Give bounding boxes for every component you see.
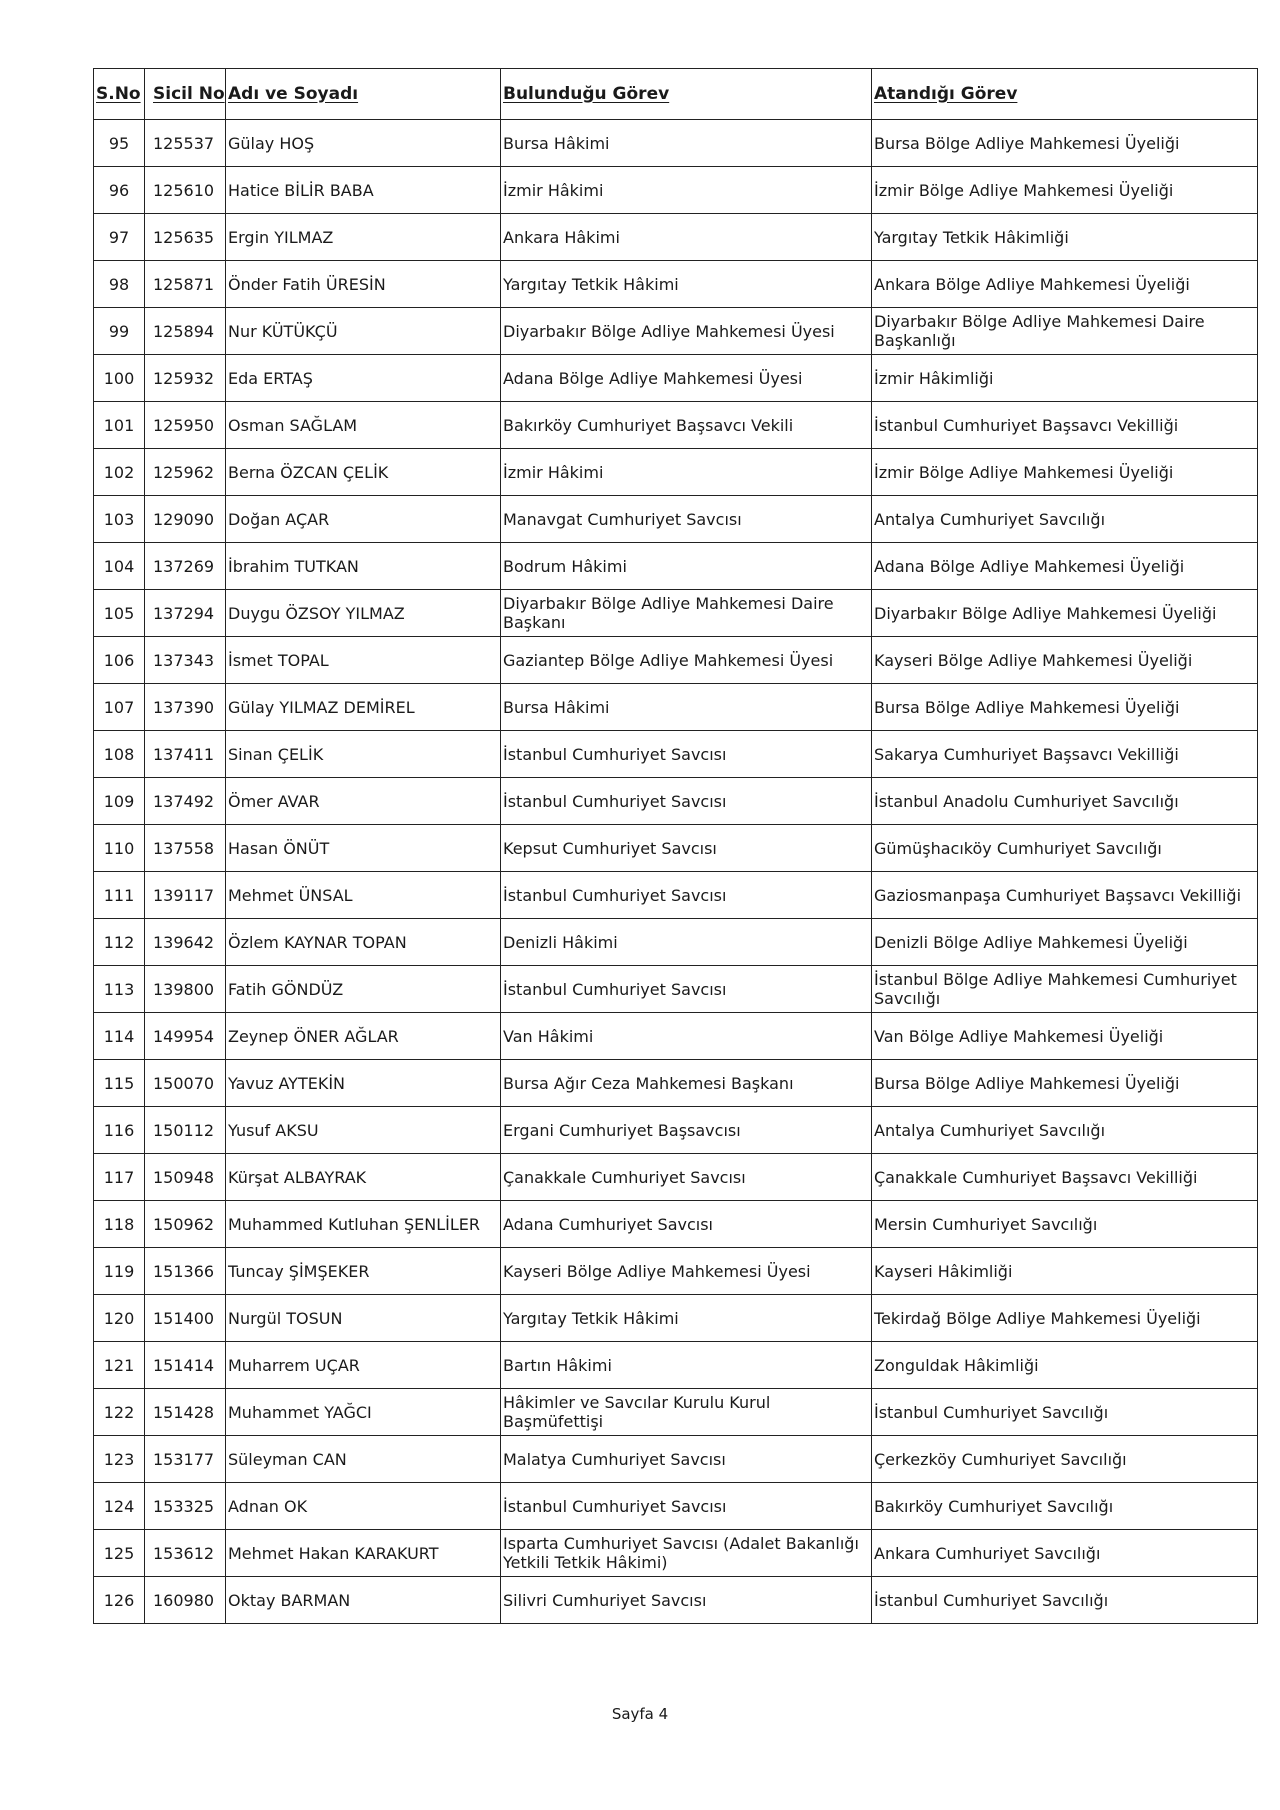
cell-name: Doğan AÇAR (226, 496, 501, 543)
cell-name: Oktay BARMAN (226, 1577, 501, 1624)
cell-sicil-no: 153177 (145, 1436, 226, 1483)
cell-sicil-no: 150112 (145, 1107, 226, 1154)
table-row (94, 308, 1258, 355)
cell-assigned-position: Gümüşhacıköy Cumhuriyet Savcılığı (872, 825, 1258, 872)
cell-assigned-position: Kayseri Hâkimliği (872, 1248, 1258, 1295)
cell-assigned-position: İstanbul Cumhuriyet Savcılığı (872, 1389, 1258, 1436)
table-row (94, 1483, 1258, 1530)
cell-assigned-position: İstanbul Cumhuriyet Başsavcı Vekilliği (872, 402, 1258, 449)
cell-assigned-position: Diyarbakır Bölge Adliye Mahkemesi Üyeliği (872, 590, 1258, 637)
cell-assigned-position: Bursa Bölge Adliye Mahkemesi Üyeliği (872, 684, 1258, 731)
cell-current-position: İstanbul Cumhuriyet Savcısı (501, 966, 872, 1013)
cell-name: İsmet TOPAL (226, 637, 501, 684)
cell-sno: 101 (94, 402, 145, 449)
cell-current-position: İstanbul Cumhuriyet Savcısı (501, 872, 872, 919)
cell-assigned-position: Antalya Cumhuriyet Savcılığı (872, 1107, 1258, 1154)
cell-sno: 122 (94, 1389, 145, 1436)
cell-sicil-no: 153325 (145, 1483, 226, 1530)
cell-current-position: Ergani Cumhuriyet Başsavcısı (501, 1107, 872, 1154)
table-row (94, 872, 1258, 919)
cell-sno: 96 (94, 167, 145, 214)
cell-current-position: Adana Cumhuriyet Savcısı (501, 1201, 872, 1248)
cell-sno: 113 (94, 966, 145, 1013)
cell-sicil-no: 129090 (145, 496, 226, 543)
cell-sicil-no: 125635 (145, 214, 226, 261)
cell-name: Ergin YILMAZ (226, 214, 501, 261)
cell-sicil-no: 137294 (145, 590, 226, 637)
cell-assigned-position: Sakarya Cumhuriyet Başsavcı Vekilliği (872, 731, 1258, 778)
cell-name: Özlem KAYNAR TOPAN (226, 919, 501, 966)
table-row (94, 919, 1258, 966)
header-assigned-position: Atandığı Görev (872, 69, 1258, 120)
cell-name: Muhammet YAĞCI (226, 1389, 501, 1436)
cell-name: Muharrem UÇAR (226, 1342, 501, 1389)
cell-sicil-no: 160980 (145, 1577, 226, 1624)
cell-name: Gülay HOŞ (226, 120, 501, 167)
cell-sno: 106 (94, 637, 145, 684)
cell-assigned-position: Çanakkale Cumhuriyet Başsavcı Vekilliği (872, 1154, 1258, 1201)
header-name: Adı ve Soyadı (226, 69, 501, 120)
cell-sicil-no: 125950 (145, 402, 226, 449)
cell-current-position: İstanbul Cumhuriyet Savcısı (501, 1483, 872, 1530)
cell-sno: 111 (94, 872, 145, 919)
cell-name: Osman SAĞLAM (226, 402, 501, 449)
cell-sno: 126 (94, 1577, 145, 1624)
cell-sno: 99 (94, 308, 145, 355)
cell-name: Zeynep ÖNER AĞLAR (226, 1013, 501, 1060)
cell-sicil-no: 150948 (145, 1154, 226, 1201)
cell-name: Adnan OK (226, 1483, 501, 1530)
cell-current-position: Manavgat Cumhuriyet Savcısı (501, 496, 872, 543)
cell-sicil-no: 151400 (145, 1295, 226, 1342)
cell-sno: 109 (94, 778, 145, 825)
cell-name: Kürşat ALBAYRAK (226, 1154, 501, 1201)
cell-current-position: İstanbul Cumhuriyet Savcısı (501, 778, 872, 825)
table-row (94, 402, 1258, 449)
cell-sno: 110 (94, 825, 145, 872)
cell-assigned-position: İzmir Bölge Adliye Mahkemesi Üyeliği (872, 167, 1258, 214)
cell-assigned-position: Bakırköy Cumhuriyet Savcılığı (872, 1483, 1258, 1530)
cell-sicil-no: 151428 (145, 1389, 226, 1436)
header-sno: S.No (94, 69, 145, 120)
page-number: Sayfa 4 (611, 1705, 669, 1723)
table-row (94, 1013, 1258, 1060)
table-row (94, 1342, 1258, 1389)
cell-sno: 116 (94, 1107, 145, 1154)
cell-current-position: Yargıtay Tetkik Hâkimi (501, 261, 872, 308)
cell-sicil-no: 125894 (145, 308, 226, 355)
cell-assigned-position: Bursa Bölge Adliye Mahkemesi Üyeliği (872, 120, 1258, 167)
cell-assigned-position: Mersin Cumhuriyet Savcılığı (872, 1201, 1258, 1248)
cell-sicil-no: 137343 (145, 637, 226, 684)
cell-assigned-position: İstanbul Cumhuriyet Savcılığı (872, 1577, 1258, 1624)
cell-current-position: Gaziantep Bölge Adliye Mahkemesi Üyesi (501, 637, 872, 684)
cell-sno: 97 (94, 214, 145, 261)
cell-name: Mehmet Hakan KARAKURT (226, 1530, 501, 1577)
table-row (94, 355, 1258, 402)
cell-current-position: İstanbul Cumhuriyet Savcısı (501, 731, 872, 778)
cell-sicil-no: 150070 (145, 1060, 226, 1107)
cell-name: Muhammed Kutluhan ŞENLİLER (226, 1201, 501, 1248)
table-body (94, 120, 1258, 1624)
cell-sno: 108 (94, 731, 145, 778)
cell-current-position: Diyarbakır Bölge Adliye Mahkemesi Daire Başkanı (501, 590, 872, 637)
cell-current-position: Isparta Cumhuriyet Savcısı (Adalet Bakanlığı Yetkili Tetkik Hâkimi) (501, 1530, 872, 1577)
cell-sno: 123 (94, 1436, 145, 1483)
cell-sno: 121 (94, 1342, 145, 1389)
cell-assigned-position: Ankara Bölge Adliye Mahkemesi Üyeliği (872, 261, 1258, 308)
cell-sno: 104 (94, 543, 145, 590)
cell-sicil-no: 151366 (145, 1248, 226, 1295)
cell-name: Yusuf AKSU (226, 1107, 501, 1154)
cell-sno: 107 (94, 684, 145, 731)
cell-name: Önder Fatih ÜRESİN (226, 261, 501, 308)
cell-assigned-position: İzmir Bölge Adliye Mahkemesi Üyeliği (872, 449, 1258, 496)
cell-sno: 120 (94, 1295, 145, 1342)
table-row (94, 496, 1258, 543)
cell-name: Ömer AVAR (226, 778, 501, 825)
cell-current-position: Hâkimler ve Savcılar Kurulu Kurul Başmüfettişi (501, 1389, 872, 1436)
cell-name: Eda ERTAŞ (226, 355, 501, 402)
cell-sno: 118 (94, 1201, 145, 1248)
table-row (94, 543, 1258, 590)
cell-assigned-position: İstanbul Bölge Adliye Mahkemesi Cumhuriyet Savcılığı (872, 966, 1258, 1013)
cell-sno: 125 (94, 1530, 145, 1577)
cell-current-position: Malatya Cumhuriyet Savcısı (501, 1436, 872, 1483)
cell-current-position: Kepsut Cumhuriyet Savcısı (501, 825, 872, 872)
cell-sicil-no: 125537 (145, 120, 226, 167)
table-row (94, 214, 1258, 261)
cell-current-position: Adana Bölge Adliye Mahkemesi Üyesi (501, 355, 872, 402)
cell-sno: 117 (94, 1154, 145, 1201)
table-row (94, 1107, 1258, 1154)
cell-assigned-position: Gaziosmanpaşa Cumhuriyet Başsavcı Vekilliği (872, 872, 1258, 919)
cell-sicil-no: 125962 (145, 449, 226, 496)
table-header-row (94, 69, 1258, 120)
cell-assigned-position: Tekirdağ Bölge Adliye Mahkemesi Üyeliği (872, 1295, 1258, 1342)
table-row (94, 637, 1258, 684)
table-row (94, 590, 1258, 637)
cell-current-position: Bursa Ağır Ceza Mahkemesi Başkanı (501, 1060, 872, 1107)
header-current-position: Bulunduğu Görev (501, 69, 872, 120)
cell-assigned-position: Yargıtay Tetkik Hâkimliği (872, 214, 1258, 261)
table-row (94, 1295, 1258, 1342)
assignment-table (93, 68, 1258, 1624)
cell-sno: 119 (94, 1248, 145, 1295)
cell-sno: 124 (94, 1483, 145, 1530)
cell-sicil-no: 137269 (145, 543, 226, 590)
cell-assigned-position: Bursa Bölge Adliye Mahkemesi Üyeliği (872, 1060, 1258, 1107)
cell-sicil-no: 150962 (145, 1201, 226, 1248)
table-row (94, 261, 1258, 308)
cell-sicil-no: 137390 (145, 684, 226, 731)
cell-current-position: Bursa Hâkimi (501, 120, 872, 167)
cell-current-position: Kayseri Bölge Adliye Mahkemesi Üyesi (501, 1248, 872, 1295)
table-row (94, 966, 1258, 1013)
cell-sicil-no: 137492 (145, 778, 226, 825)
cell-current-position: Çanakkale Cumhuriyet Savcısı (501, 1154, 872, 1201)
cell-name: Duygu ÖZSOY YILMAZ (226, 590, 501, 637)
cell-name: Yavuz AYTEKİN (226, 1060, 501, 1107)
cell-current-position: Bursa Hâkimi (501, 684, 872, 731)
cell-sno: 112 (94, 919, 145, 966)
table-row (94, 1248, 1258, 1295)
cell-sicil-no: 125932 (145, 355, 226, 402)
table-row (94, 778, 1258, 825)
cell-name: Berna ÖZCAN ÇELİK (226, 449, 501, 496)
cell-current-position: Van Hâkimi (501, 1013, 872, 1060)
cell-current-position: Bakırköy Cumhuriyet Başsavcı Vekili (501, 402, 872, 449)
cell-name: Hatice BİLİR BABA (226, 167, 501, 214)
cell-name: Fatih GÖNDÜZ (226, 966, 501, 1013)
cell-sicil-no: 139800 (145, 966, 226, 1013)
cell-current-position: Ankara Hâkimi (501, 214, 872, 261)
cell-current-position: Yargıtay Tetkik Hâkimi (501, 1295, 872, 1342)
cell-assigned-position: Kayseri Bölge Adliye Mahkemesi Üyeliği (872, 637, 1258, 684)
cell-name: Gülay YILMAZ DEMİREL (226, 684, 501, 731)
table-row (94, 1577, 1258, 1624)
cell-sicil-no: 137558 (145, 825, 226, 872)
cell-assigned-position: Çerkezköy Cumhuriyet Savcılığı (872, 1436, 1258, 1483)
cell-assigned-position: Zonguldak Hâkimliği (872, 1342, 1258, 1389)
cell-assigned-position: Adana Bölge Adliye Mahkemesi Üyeliği (872, 543, 1258, 590)
table-row (94, 1530, 1258, 1577)
cell-assigned-position: Van Bölge Adliye Mahkemesi Üyeliği (872, 1013, 1258, 1060)
cell-current-position: Bartın Hâkimi (501, 1342, 872, 1389)
cell-sicil-no: 153612 (145, 1530, 226, 1577)
cell-current-position: İzmir Hâkimi (501, 449, 872, 496)
cell-name: İbrahim TUTKAN (226, 543, 501, 590)
cell-name: Nurgül TOSUN (226, 1295, 501, 1342)
cell-sicil-no: 125610 (145, 167, 226, 214)
cell-assigned-position: İstanbul Anadolu Cumhuriyet Savcılığı (872, 778, 1258, 825)
cell-sicil-no: 139117 (145, 872, 226, 919)
cell-assigned-position: Ankara Cumhuriyet Savcılığı (872, 1530, 1258, 1577)
cell-assigned-position: İzmir Hâkimliği (872, 355, 1258, 402)
table-row (94, 1389, 1258, 1436)
table-row (94, 449, 1258, 496)
cell-name: Hasan ÖNÜT (226, 825, 501, 872)
cell-name: Süleyman CAN (226, 1436, 501, 1483)
cell-current-position: Diyarbakır Bölge Adliye Mahkemesi Üyesi (501, 308, 872, 355)
cell-current-position: Denizli Hâkimi (501, 919, 872, 966)
cell-sicil-no: 137411 (145, 731, 226, 778)
cell-sno: 95 (94, 120, 145, 167)
cell-sno: 98 (94, 261, 145, 308)
cell-name: Nur KÜTÜKÇÜ (226, 308, 501, 355)
cell-sicil-no: 125871 (145, 261, 226, 308)
cell-name: Mehmet ÜNSAL (226, 872, 501, 919)
cell-current-position: Silivri Cumhuriyet Savcısı (501, 1577, 872, 1624)
cell-sno: 100 (94, 355, 145, 402)
table-row (94, 1436, 1258, 1483)
cell-current-position: İzmir Hâkimi (501, 167, 872, 214)
cell-sno: 115 (94, 1060, 145, 1107)
cell-current-position: Bodrum Hâkimi (501, 543, 872, 590)
table-row (94, 731, 1258, 778)
cell-sno: 103 (94, 496, 145, 543)
cell-name: Sinan ÇELİK (226, 731, 501, 778)
cell-assigned-position: Diyarbakır Bölge Adliye Mahkemesi Daire Başkanlığı (872, 308, 1258, 355)
table-row (94, 120, 1258, 167)
cell-name: Tuncay ŞİMŞEKER (226, 1248, 501, 1295)
table-row (94, 684, 1258, 731)
cell-sicil-no: 149954 (145, 1013, 226, 1060)
cell-assigned-position: Antalya Cumhuriyet Savcılığı (872, 496, 1258, 543)
table-row (94, 1201, 1258, 1248)
cell-sicil-no: 139642 (145, 919, 226, 966)
header-sicil-no: Sicil No (145, 69, 226, 120)
cell-sno: 102 (94, 449, 145, 496)
cell-assigned-position: Denizli Bölge Adliye Mahkemesi Üyeliği (872, 919, 1258, 966)
table-row (94, 167, 1258, 214)
cell-sicil-no: 151414 (145, 1342, 226, 1389)
table-row (94, 1060, 1258, 1107)
table-row (94, 825, 1258, 872)
cell-sno: 114 (94, 1013, 145, 1060)
cell-sno: 105 (94, 590, 145, 637)
table-row (94, 1154, 1258, 1201)
